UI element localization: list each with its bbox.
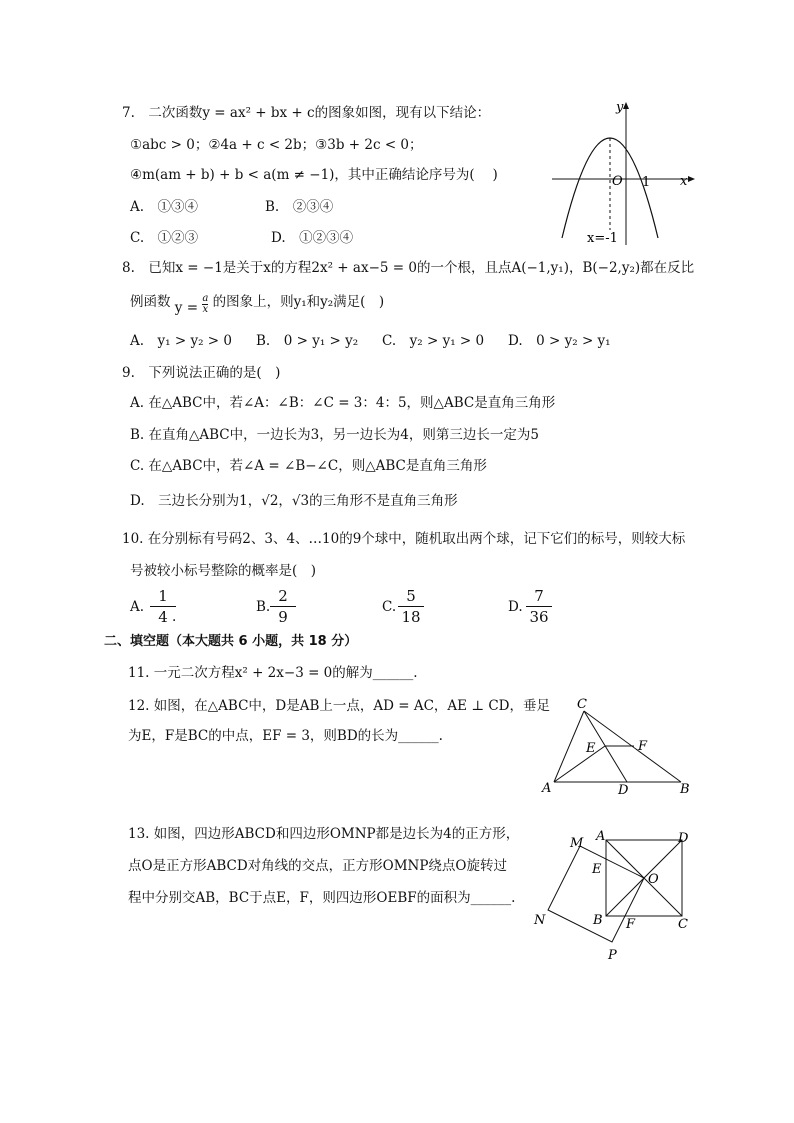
q13-line2: 点O是正方形ABCD对角线的交点，正方形OMNP绕点O旋转过: [128, 858, 507, 874]
q8-option-d: D. 0 > y₂ > y₁: [508, 333, 611, 349]
origin-label: O: [612, 174, 623, 189]
label-o: O: [648, 872, 659, 887]
q11-text: 11. 一元二次方程x² + 2x−3 = 0的解为______.: [128, 665, 418, 681]
q10-option-b-label: B.: [256, 599, 271, 615]
label-d: D: [678, 831, 689, 846]
q8-fraction-den: x: [202, 304, 209, 315]
label-c: C: [678, 917, 688, 932]
fraction-bar: [526, 606, 552, 607]
tick-label-1: 1: [642, 175, 651, 190]
q8-line2-pre: 例函数: [130, 294, 171, 310]
q8-option-b: B. 0 > y₁ > y₂: [256, 333, 359, 349]
q10-option-a-den: 4: [158, 608, 168, 626]
x-axis-arrow: [688, 176, 695, 182]
q8-stem: 8. 已知x = −1是关于x的方程2x² + ax−5 = 0的一个根，且点A(−1,y₁)，B(−2,y₂)都在反比: [122, 260, 695, 276]
label-n: N: [534, 913, 546, 928]
q7-conclusions-2: ④m(am + b) + b < a(m ≠ −1)，其中正确结论序号为( ): [130, 167, 498, 183]
q10-option-a-num: 1: [158, 587, 168, 605]
q10-stem: 10. 在分别标有号码2、3、4、…10的9个球中，随机取出两个球，记下它们的标号，则较大标: [122, 531, 686, 547]
q7-option-d: D. ①②③④: [271, 230, 354, 246]
q7-conclusions-1: ①abc > 0；②4a + c < 2b；③3b + 2c < 0；: [130, 137, 423, 153]
q12-line1: 12. 如图，在△ABC中，D是AB上一点，AD = AC，AE ⊥ CD，垂足: [128, 698, 550, 714]
q10-option-a-suffix: .: [172, 609, 177, 625]
label-b: B: [680, 782, 690, 797]
q12-triangle-figure: [538, 696, 698, 800]
label-e: E: [586, 741, 596, 756]
label-a: A: [542, 781, 552, 796]
q10-option-d-label: D.: [508, 599, 523, 615]
q8-option-a: A. y₁ > y₂ > 0: [130, 333, 232, 349]
q8-line2: [130, 292, 385, 316]
q10-option-c-fraction: [398, 587, 424, 626]
q10-option-c-label: C.: [382, 599, 397, 615]
q9-stem: 9. 下列说法正确的是( ): [122, 365, 281, 381]
q10-option-a-label: A.: [130, 599, 145, 615]
label-e: E: [592, 862, 602, 877]
label-m: M: [570, 836, 584, 851]
section-heading-fill-in: 二、填空题（本大题共 6 小题，共 18 分）: [104, 634, 358, 649]
label-f: F: [638, 739, 648, 754]
q9-option-b: B. 在直角△ABC中，一边长为3，另一边长为4，则第三边长一定为5: [130, 427, 539, 443]
label-d: D: [618, 783, 629, 798]
y-axis-arrow: [623, 102, 629, 109]
q13-squares-figure: [528, 826, 698, 966]
q10-option-b-fraction: [270, 587, 296, 626]
label-b: B: [593, 913, 603, 928]
q13-line1: 13. 如图，四边形ABCD和四边形OMNP都是边长为4的正方形，: [128, 826, 520, 842]
label-c: C: [577, 697, 587, 712]
q10-option-c-den: 18: [401, 608, 421, 626]
q10-option-d-num: 7: [534, 587, 544, 605]
q10-option-d-den: 36: [529, 608, 549, 626]
q8-option-c: C. y₂ > y₁ > 0: [382, 333, 485, 349]
label-f: F: [626, 917, 636, 932]
q7-stem: 7. 二次函数y = ax² + bx + c的图象如图，现有以下结论：: [122, 105, 491, 121]
q7-option-b: B. ②③④: [265, 199, 334, 215]
q7-parabola-graph: [548, 100, 698, 250]
q10-option-b-num: 2: [278, 587, 288, 605]
symmetry-axis-label: x=-1: [587, 231, 618, 246]
q10-line2: 号被较小标号整除的概率是( ): [130, 563, 317, 579]
q7-option-c: C. ①②③: [130, 230, 199, 246]
q8-fraction: [202, 294, 208, 315]
q10-option-b-den: 9: [278, 608, 288, 626]
label-a: A: [596, 829, 606, 844]
fraction-bar: [398, 606, 424, 607]
fraction-bar: [150, 606, 176, 607]
q9-option-a: A. 在△ABC中，若∠A：∠B：∠C = 3：4：5，则△ABC是直角三角形: [130, 395, 556, 411]
x-axis-label: x: [680, 174, 688, 189]
q10-option-d-fraction: [526, 587, 552, 626]
q12-line2: 为E，F是BC的中点，EF = 3，则BD的长为______.: [128, 728, 443, 744]
y-axis-label: y: [616, 100, 624, 115]
label-p: P: [608, 948, 617, 963]
q13-line3: 程中分别交AB，BC于点E，F，则四边形OEBF的面积为______.: [128, 890, 516, 906]
q8-line2-post: 的图象上，则y₁和y₂满足( ): [212, 294, 385, 310]
q9-option-c: C. 在△ABC中，若∠A = ∠B−∠C，则△ABC是直角三角形: [130, 458, 487, 474]
q9-option-d: D. 三边长分别为1，√2，√3的三角形不是直角三角形: [130, 493, 458, 509]
q8-fraction-num: a: [202, 293, 209, 304]
fraction-bar: [270, 606, 296, 607]
q10-option-c-num: 5: [406, 587, 416, 605]
q7-option-a: A. ①③④: [130, 199, 199, 215]
q8-function-y: y =: [174, 300, 199, 316]
